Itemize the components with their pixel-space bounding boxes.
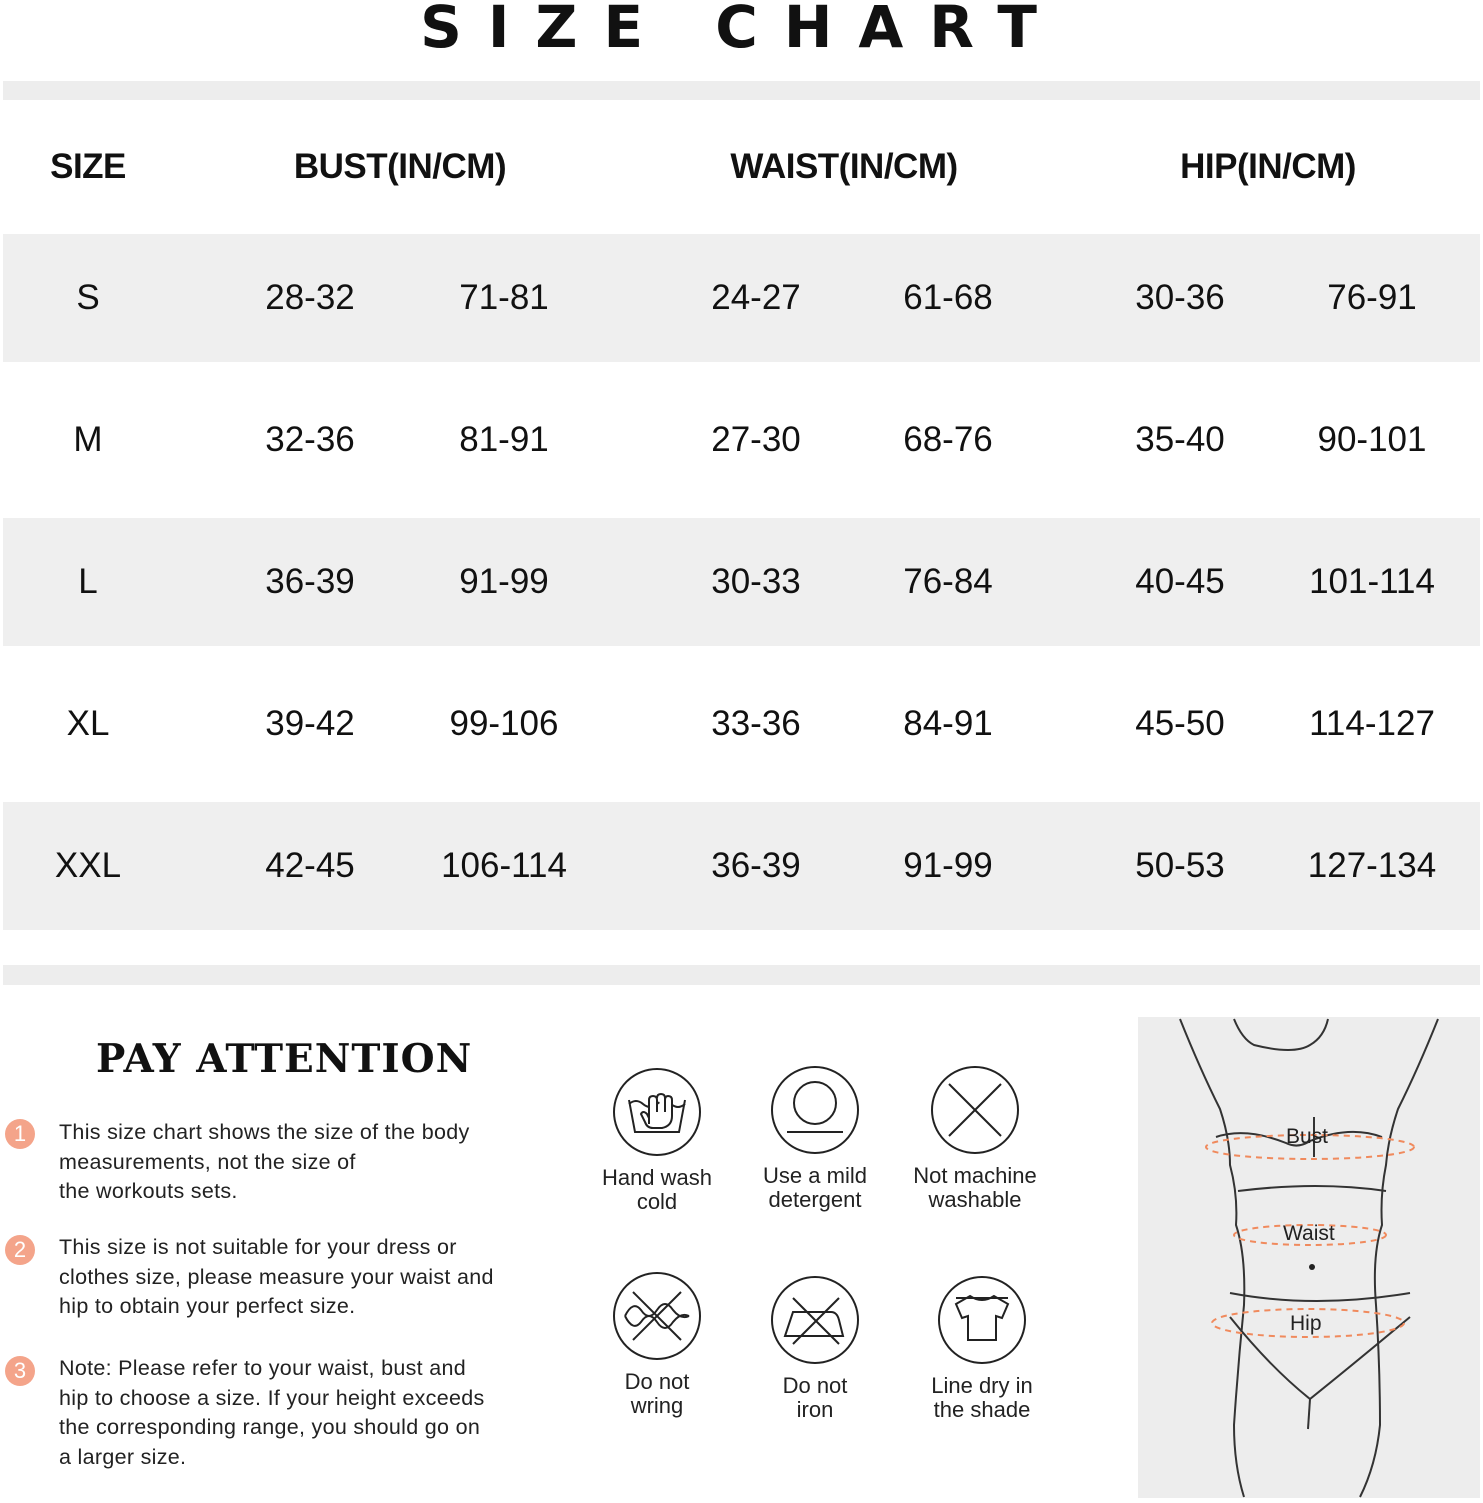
care-line-dry-shade <box>902 1274 1062 1422</box>
hand-wash-icon <box>611 1066 703 1158</box>
page-title: SIZE CHART <box>420 0 1063 61</box>
cell-bust-cm: 81-91 <box>459 420 549 459</box>
table-row <box>3 234 1480 362</box>
care-do-not-wring <box>577 1270 737 1418</box>
care-label: Use a mild detergent <box>763 1163 867 1212</box>
body-figure <box>1138 1017 1480 1498</box>
do-not-wring-icon <box>611 1270 703 1362</box>
top-divider <box>3 81 1480 100</box>
care-label: Not machine washable <box>913 1163 1037 1212</box>
mild-detergent-icon <box>769 1064 861 1156</box>
table-row <box>3 362 1480 518</box>
note-text-2: This size is not suitable for your dress or clothes size, please measure your waist and hip to obtain your perfect size. <box>59 1235 494 1318</box>
care-label: Line dry in the shade <box>931 1373 1033 1422</box>
cell-bust-cm: 91-99 <box>459 562 549 601</box>
table-row <box>3 518 1480 646</box>
attention-title: PAY ATTENTION <box>96 1036 473 1082</box>
care-mild-detergent <box>735 1064 895 1212</box>
care-label: Do not wring <box>624 1369 690 1418</box>
label-bust: Bust <box>1286 1125 1329 1148</box>
cell-bust-cm: 106-114 <box>441 846 567 885</box>
header-hip: HIP(IN/CM) <box>1180 147 1356 186</box>
care-do-not-iron <box>735 1274 895 1422</box>
care-not-machine-washable <box>895 1064 1055 1212</box>
cell-size: XXL <box>54 846 122 885</box>
cell-size: M <box>73 420 103 459</box>
cell-waist-in: 24-27 <box>711 278 801 317</box>
cell-hip-in: 35-40 <box>1135 420 1225 459</box>
header-waist: WAIST(IN/CM) <box>730 147 958 186</box>
not-machine-washable-icon <box>929 1064 1021 1156</box>
note-text-3: Note: Please refer to your waist, bust and hip to choose a size. If your height exceeds the corresponding range, you should go on a larger size. <box>59 1356 485 1469</box>
cell-hip-in: 50-53 <box>1135 846 1225 885</box>
cell-bust-in: 39-42 <box>265 704 355 743</box>
cell-bust-cm: 99-106 <box>449 704 559 743</box>
cell-waist-in: 30-33 <box>711 562 801 601</box>
bottom-divider <box>3 965 1480 985</box>
cell-size: XL <box>66 704 110 743</box>
cell-hip-in: 40-45 <box>1135 562 1225 601</box>
note-number-3: 3 <box>5 1356 35 1386</box>
cell-size: S <box>76 278 100 317</box>
table-row <box>3 646 1480 802</box>
cell-waist-cm: 76-84 <box>903 562 993 601</box>
cell-bust-in: 28-32 <box>265 278 355 317</box>
care-label: Hand wash cold <box>601 1165 713 1214</box>
note-number-2: 2 <box>5 1235 35 1265</box>
cell-hip-in: 30-36 <box>1135 278 1225 317</box>
care-hand-wash <box>577 1066 737 1214</box>
cell-waist-in: 36-39 <box>711 846 801 885</box>
cell-bust-in: 36-39 <box>265 562 355 601</box>
cell-waist-cm: 91-99 <box>903 846 993 885</box>
cell-hip-cm: 114-127 <box>1309 704 1435 743</box>
cell-bust-in: 42-45 <box>265 846 355 885</box>
cell-bust-cm: 71-81 <box>459 278 549 317</box>
care-label: Do not iron <box>782 1373 848 1422</box>
cell-waist-in: 27-30 <box>711 420 801 459</box>
note-text-1: This size chart shows the size of the body measurements, not the size of the workouts sets. <box>59 1120 470 1203</box>
cell-waist-in: 33-36 <box>711 704 801 743</box>
cell-hip-cm: 127-134 <box>1307 846 1437 885</box>
cell-waist-cm: 84-91 <box>903 704 993 743</box>
cell-waist-cm: 61-68 <box>903 278 993 317</box>
table-row <box>3 802 1480 930</box>
cell-size: L <box>78 562 98 601</box>
line-dry-shade-icon <box>936 1274 1028 1366</box>
cell-hip-cm: 101-114 <box>1309 562 1435 601</box>
cell-bust-in: 32-36 <box>265 420 355 459</box>
body-outline-illustration <box>1138 1017 1480 1498</box>
label-waist: Waist <box>1283 1222 1335 1245</box>
note-number-1: 1 <box>5 1119 35 1149</box>
cell-hip-cm: 90-101 <box>1317 420 1427 459</box>
header-size: SIZE <box>50 147 126 186</box>
cell-waist-cm: 68-76 <box>903 420 993 459</box>
cell-hip-cm: 76-91 <box>1327 278 1417 317</box>
label-hip: Hip <box>1290 1312 1322 1335</box>
header-bust: BUST(IN/CM) <box>293 147 507 186</box>
do-not-iron-icon <box>769 1274 861 1366</box>
cell-hip-in: 45-50 <box>1135 704 1225 743</box>
